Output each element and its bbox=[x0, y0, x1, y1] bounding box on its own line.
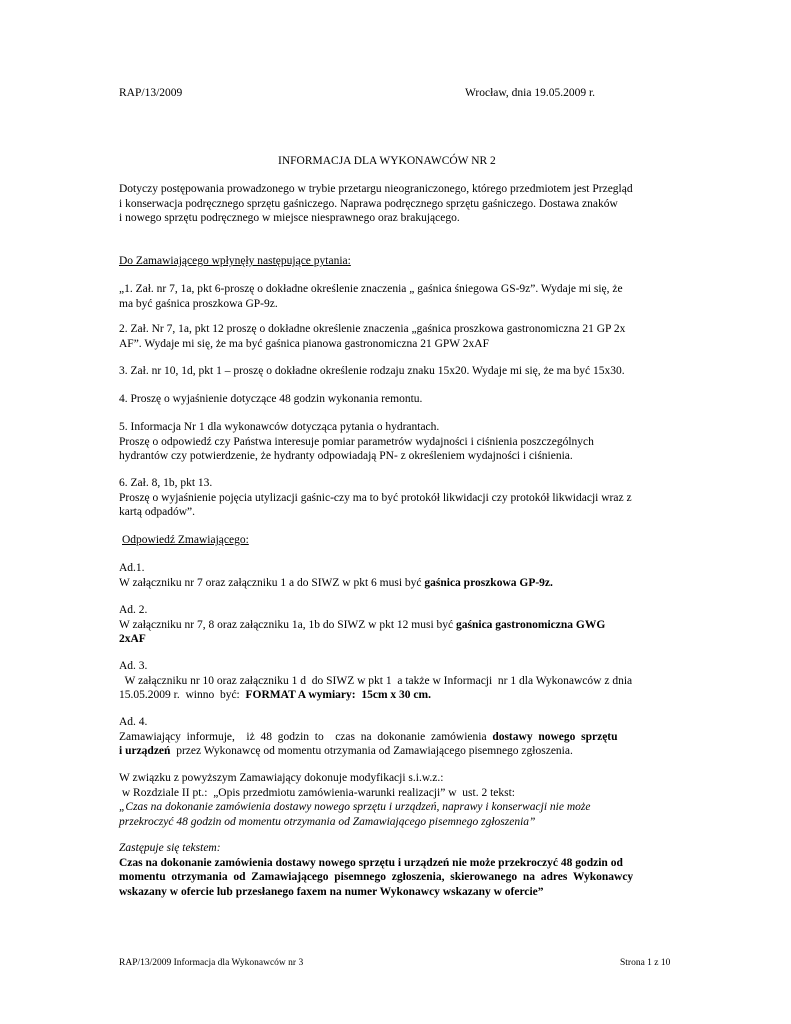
answer-text: przez Wykonawcę od momentu otrzymania od Zamawiającego pisemnego zgłoszenia. bbox=[170, 745, 573, 757]
answer-bold-text: dostawy nowego sprzętu bbox=[492, 730, 618, 743]
answer-line bbox=[119, 576, 672, 591]
question-line: Proszę o odpowiedź czy Państwa interesuje pomiar parametrów wydajności i ciśnienia poszczególnych bbox=[119, 435, 594, 448]
question-line: hydrantów czy potwierdzenie, że hydranty odpowiadają PN- z określeniem wydajności i ciśnienia. bbox=[119, 450, 573, 462]
page-number: Strona 1 z 10 bbox=[620, 958, 671, 968]
questions-heading: Do Zamawiającego wpłynęły następujące pytania: bbox=[119, 255, 351, 267]
answer-line: W załączniku nr 10 oraz załączniku 1 d do SIWZ w pkt 1 a także w Informacji nr 1 dla Wykonawców z dnia bbox=[119, 674, 633, 687]
question-5 bbox=[119, 420, 672, 464]
modification-line: w Rozdziale II pt.: „Opis przedmiotu zamówienia-warunki realizacji” w ust. 2 tekst: bbox=[119, 786, 515, 799]
answer-text: W załączniku nr 7, 8 oraz załączniku 1a, 1b do SIWZ w pkt 12 musi być bbox=[119, 618, 457, 631]
answer-heading: Ad. 2. bbox=[119, 604, 148, 616]
place-and-date: Wrocław, dnia 19.05.2009 r. bbox=[465, 87, 596, 99]
modification-line: W związku z powyższym Zamawiający dokonuje modyfikacji s.i.w.z.: bbox=[119, 772, 444, 784]
answer-bold-text: 2xAF bbox=[119, 633, 146, 645]
question-line: 3. Zał. nr 10, 1d, pkt 1 – proszę o dokładne określenie rodzaju znaku 15x20. Wydaje mi się, że ma być 15x30. bbox=[119, 365, 625, 377]
answer-heading: Ad. 4. bbox=[119, 716, 148, 728]
question-1 bbox=[119, 282, 672, 311]
replacement-text: wskazany w ofercie lub przesłanego faxem na numer Wykonawcy wskazany w ofercie” bbox=[119, 885, 544, 898]
question-line: ma być gaśnica proszkowa GP-9z. bbox=[119, 297, 278, 310]
intro-line: Dotyczy postępowania prowadzonego w trybie przetargu nieograniczonego, którego przedmiotem jest Przegląd bbox=[119, 183, 633, 195]
question-line: AF”. Wydaje mi się, że ma być gaśnica pianowa gastronomiczna 21 GPW 2xAF bbox=[119, 337, 489, 350]
replacement-text: momentu otrzymania od Zamawiającego pisemnego zgłoszenia, skierowanego na adres Wykonawcy bbox=[119, 871, 634, 883]
replacement-label: Zastępuje się tekstem: bbox=[119, 842, 221, 854]
question-line: Proszę o wyjaśnienie pojęcia utylizacji gaśnic-czy ma to być protokół likwidacji czy protokół likwidacji wraz z bbox=[119, 491, 632, 504]
question-2 bbox=[119, 322, 672, 351]
answer-line bbox=[119, 744, 672, 759]
question-line: 5. Informacja Nr 1 dla wykonawców dotycząca pytania o hydrantach. bbox=[119, 421, 440, 433]
document-title: INFORMACJA DLA WYKONAWCÓW NR 2 bbox=[278, 155, 496, 167]
answer-heading: Ad. 3. bbox=[119, 660, 148, 672]
question-line: 6. Zał. 8, 1b, pkt 13. bbox=[119, 477, 213, 489]
answer-bold-text: i urządzeń bbox=[119, 745, 171, 757]
answers-heading: Odpowiedź Zmawiającego: bbox=[122, 534, 249, 546]
question-4 bbox=[119, 392, 672, 407]
answer-bold-text: gaśnica proszkowa GP-9z. bbox=[424, 576, 553, 589]
replacement-section bbox=[119, 841, 672, 899]
answer-line bbox=[119, 730, 672, 745]
original-text-quote: „Czas na dokonanie zamówienia dostawy nowego sprzętu i urządzeń, naprawy i konserwacji nie może bbox=[119, 801, 591, 813]
intro-paragraph bbox=[119, 182, 672, 226]
footer-reference: RAP/13/2009 Informacja dla Wykonawców nr 3 bbox=[119, 958, 304, 968]
answer-bold-text: FORMAT A wymiary: 15cm x 30 cm. bbox=[245, 689, 431, 701]
answer-2 bbox=[119, 603, 672, 647]
answer-1 bbox=[119, 561, 672, 590]
question-line: kartą odpadów”. bbox=[119, 506, 195, 518]
answer-line bbox=[119, 688, 672, 703]
answer-text: 15.05.2009 r. winno być: bbox=[119, 689, 246, 701]
modification-notice bbox=[119, 771, 672, 829]
question-6 bbox=[119, 476, 672, 520]
answer-3 bbox=[119, 659, 672, 703]
question-line: 2. Zał. Nr 7, 1a, pkt 12 proszę o dokładne określenie znaczenia „gaśnica proszkowa gastronomiczna 21 GP 2x bbox=[119, 323, 626, 335]
original-text-quote: przekroczyć 48 godzin od momentu otrzymania od Zamawiającego pisemnego zgłoszenia” bbox=[119, 815, 536, 828]
intro-line: i nowego sprzętu podręcznego w miejsce niesprawnego oraz brakującego. bbox=[119, 212, 460, 224]
answer-text: W załączniku nr 7 oraz załączniku 1 a do SIWZ w pkt 6 musi być bbox=[119, 576, 425, 589]
answer-heading: Ad.1. bbox=[119, 562, 145, 574]
replacement-text: Czas na dokonanie zamówienia dostawy nowego sprzętu i urządzeń nie może przekroczyć 48 godzin od bbox=[119, 856, 623, 869]
question-line: 4. Proszę o wyjaśnienie dotyczące 48 godzin wykonania remontu. bbox=[119, 393, 423, 405]
answer-bold-text: gaśnica gastronomiczna GWG bbox=[456, 618, 606, 631]
intro-line: i konserwacja podręcznego sprzętu gaśniczego. Naprawa podręcznego sprzętu gaśniczego. Dostawa znaków bbox=[119, 197, 618, 210]
answer-line bbox=[119, 618, 672, 633]
answer-4 bbox=[119, 715, 672, 759]
question-3 bbox=[119, 364, 672, 379]
answer-text: Zamawiający informuje, iż 48 godzin to czas na dokonanie zamówienia bbox=[119, 730, 493, 743]
document-reference: RAP/13/2009 bbox=[119, 87, 183, 99]
question-line: „1. Zał. nr 7, 1a, pkt 6-proszę o dokładne określenie znaczenia „ gaśnica śniegowa GS-9z”. Wydaje mi się, że bbox=[119, 283, 623, 295]
